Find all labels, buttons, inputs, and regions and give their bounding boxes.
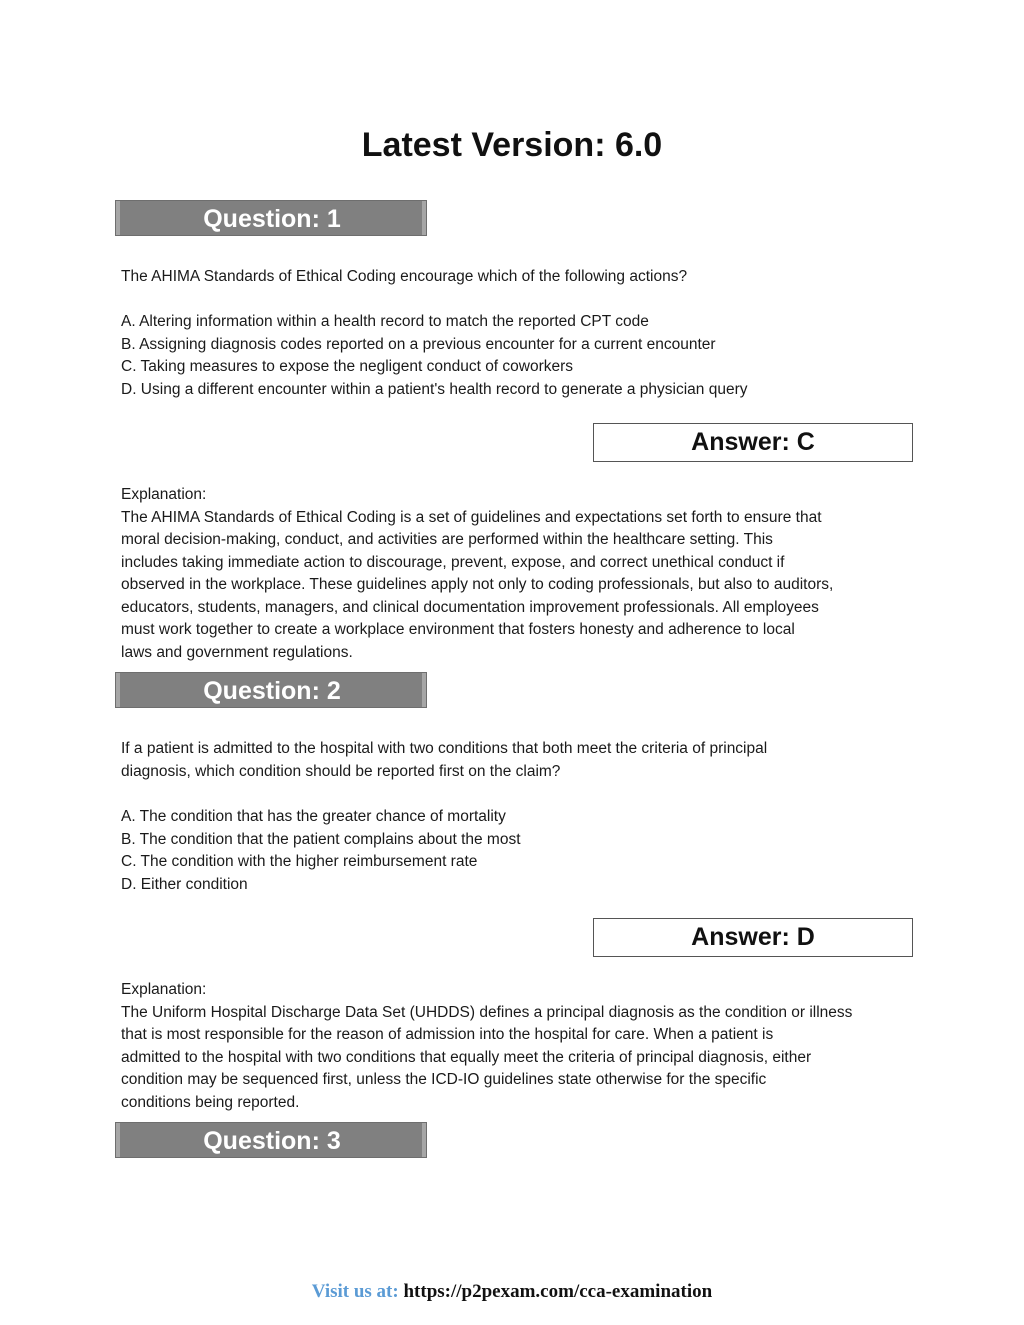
question-3-header-label: Question: 3	[203, 1127, 341, 1155]
footer-url-link[interactable]: https://p2pexam.com/cca-examination	[403, 1281, 713, 1302]
explanation-line: laws and government regulations.	[121, 643, 353, 661]
question-2-option-b: B. The condition that the patient complains about the most	[121, 830, 521, 848]
explanation-line: includes taking immediate action to discourage, prevent, expose, and correct unethical conduct if	[121, 553, 785, 571]
explanation-line: moral decision-making, conduct, and activities are performed within the healthcare setting. This	[121, 531, 773, 548]
explanation-line: The Uniform Hospital Discharge Data Set (UHDDS) defines a principal diagnosis as the condition or illness	[121, 1003, 853, 1021]
question-1-option-d: D. Using a different encounter within a patient's health record to generate a physician query	[121, 380, 748, 398]
question-1-explanation	[121, 484, 921, 664]
question-2-stem-line: diagnosis, which condition should be reported first on the claim?	[121, 762, 561, 780]
explanation-line: condition may be sequenced first, unless the ICD-IO guidelines state otherwise for the specific	[121, 1071, 767, 1088]
question-1-options	[121, 311, 921, 401]
explanation-line: educators, students, managers, and clinical documentation improvement professionals. All employees	[121, 598, 819, 616]
explanation-line: observed in the workplace. These guidelines apply not only to coding professionals, but also to auditors,	[121, 576, 834, 593]
explanation-line: The AHIMA Standards of Ethical Coding is a set of guidelines and expectations set forth to ensure that	[121, 508, 822, 526]
explanation-line: that is most responsible for the reason of admission into the hospital for care. When a patient is	[121, 1026, 774, 1043]
page-title: Latest Version: 6.0	[361, 126, 663, 164]
question-2-header-label: Question: 2	[203, 677, 341, 705]
question-1-option-a: A. Altering information within a health record to match the reported CPT code	[121, 313, 649, 330]
footer-visit-label: Visit us at:	[311, 1281, 399, 1302]
question-1-stem	[121, 266, 921, 289]
question-2-option-d: D. Either condition	[121, 875, 248, 893]
question-1-header	[115, 200, 427, 236]
explanation-line: conditions being reported.	[121, 1093, 300, 1111]
question-1-option-b: B. Assigning diagnosis codes reported on a previous encounter for a current encounter	[121, 335, 716, 353]
question-2-stem	[121, 738, 921, 783]
question-3-header	[115, 1122, 427, 1158]
question-1-stem-line: The AHIMA Standards of Ethical Coding encourage which of the following actions?	[121, 268, 688, 285]
question-2-option-a: A. The condition that has the greater chance of mortality	[121, 808, 506, 825]
question-1-answer: Answer: C	[593, 423, 913, 462]
question-2-option-c: C. The condition with the higher reimbursement rate	[121, 853, 478, 870]
question-2-answer: Answer: D	[593, 918, 913, 957]
question-1-option-c: C. Taking measures to expose the negligent conduct of coworkers	[121, 358, 574, 375]
footer	[0, 1281, 1024, 1303]
question-2-options	[121, 806, 921, 896]
explanation-line: admitted to the hospital with two conditions that equally meet the criteria of principal diagnosis, either	[121, 1048, 812, 1066]
explanation-label: Explanation:	[121, 981, 207, 998]
question-2-explanation	[121, 979, 921, 1114]
question-2-stem-line: If a patient is admitted to the hospital with two conditions that both meet the criteria of principal	[121, 740, 768, 757]
explanation-line: must work together to create a workplace environment that fosters honesty and adherence to local	[121, 621, 795, 638]
explanation-label: Explanation:	[121, 486, 207, 503]
question-1-header-label: Question: 1	[203, 205, 341, 233]
question-2-header	[115, 672, 427, 708]
